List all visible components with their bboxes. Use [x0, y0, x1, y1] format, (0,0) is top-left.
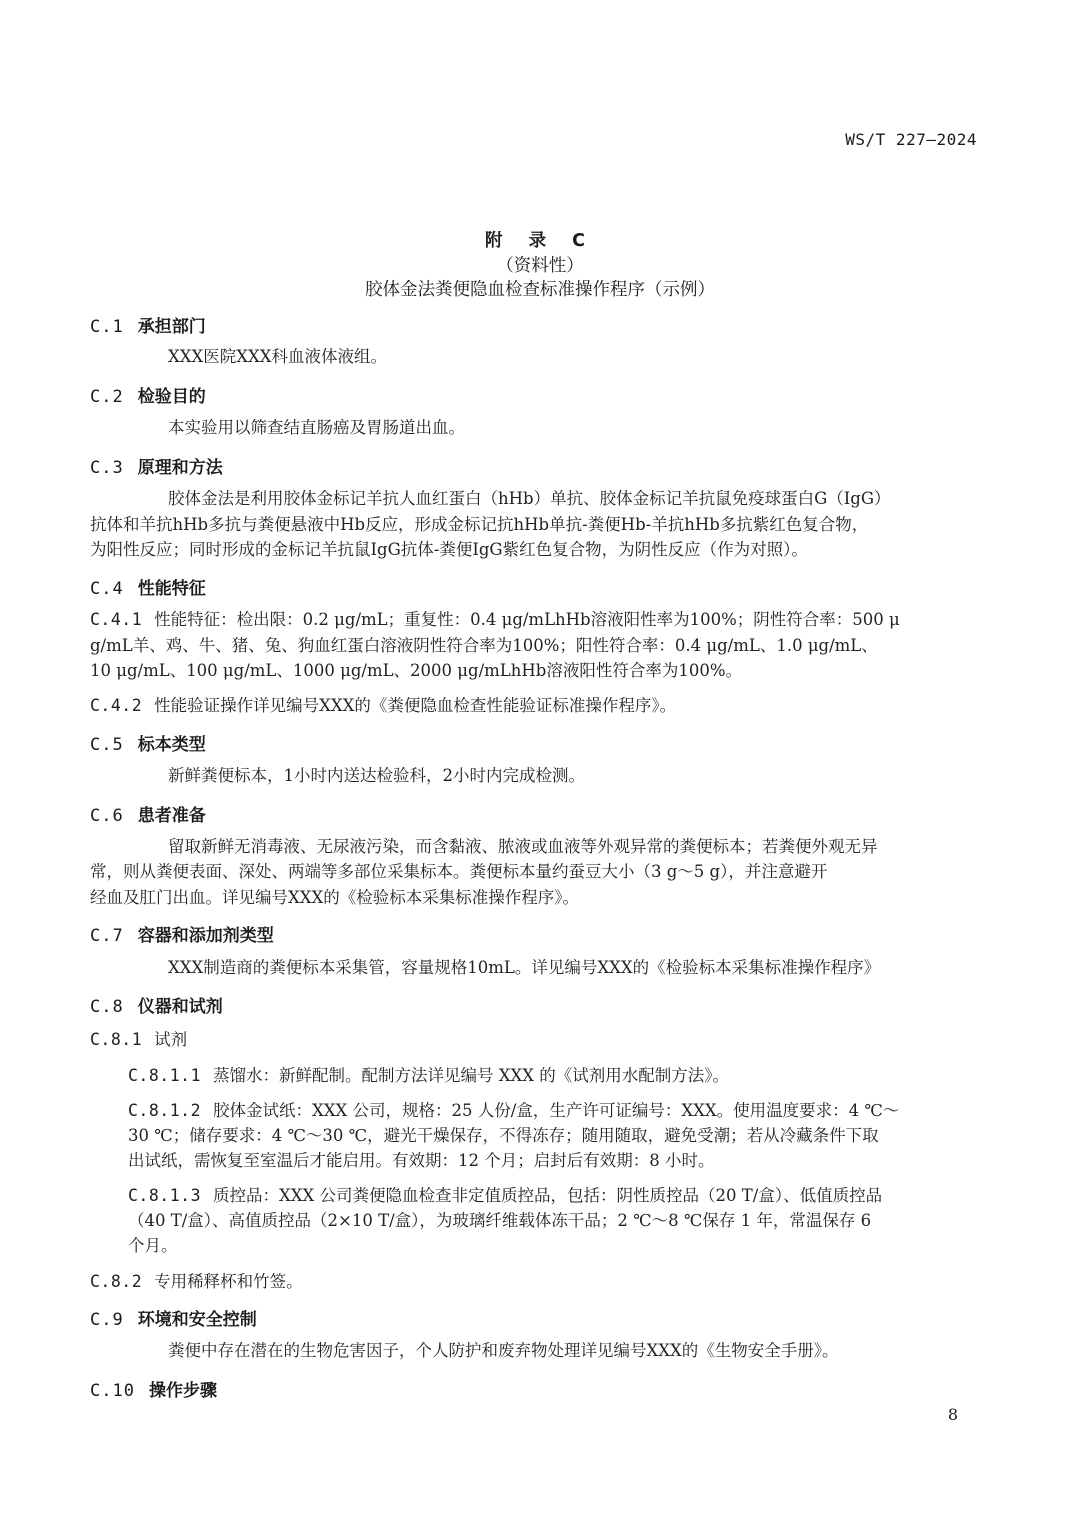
section-c2-text: 本实验用以筛查结直肠癌及胃肠道出血。 [168, 418, 465, 437]
section-title: 承担部门 [137, 317, 206, 337]
section-c81-heading [90, 1028, 187, 1052]
section-c6-line-1: 留取新鲜无消毒液、无尿液污染，而含黏液、脓液或血液等外观异常的粪便标本；若粪便外观无异 [168, 837, 878, 856]
section-c42 [90, 694, 676, 718]
section-c7-text: XXX制造商的粪便标本采集管，容量规格10mL。详见编号XXX的《检验标本采集标准操作程序》 [168, 958, 881, 977]
subsection-text: 质控品：XXX 公司粪便隐血检查非定值质控品，包括：阴性质控品（20 T/盒）、低值质控品 [213, 1186, 883, 1205]
appendix-informative: （资料性） [496, 256, 584, 276]
section-c5-heading [90, 730, 206, 755]
section-c3-line-3: 为阳性反应；同时形成的金标记羊抗鼠IgG抗体-粪便IgG紫红色复合物，为阴性反应（作为对照）。 [90, 540, 808, 559]
section-number: C.4 [90, 579, 124, 599]
section-title: 检验目的 [137, 387, 206, 407]
section-c6-line-2: 常，则从粪便表面、深处、两端等多部位采集标本。粪便标本量约蚕豆大小（3 g～5 g），并注意避开 [90, 862, 828, 881]
section-title: 仪器和试剂 [137, 997, 223, 1017]
section-number: C.8 [90, 997, 124, 1017]
subsection-text: 胶体金试纸：XXX 公司，规格：25 人份/盒，生产许可证编号：XXX。使用温度要求：4 ℃～ [213, 1101, 900, 1120]
subsection-number: C.8.1.2 [128, 1101, 202, 1120]
section-c813-line-1 [128, 1184, 882, 1208]
section-c3-line-1: 胶体金法是利用胶体金标记羊抗人血红蛋白（hHb）单抗、胶体金标记羊抗鼠免疫球蛋白G（IgG） [168, 489, 891, 508]
section-c41-line-1 [90, 608, 900, 632]
subsection-number: C.8.2 [90, 1272, 143, 1291]
subsection-number: C.8.1.3 [128, 1186, 202, 1205]
subsection-text: 性能验证操作详见编号XXX的《粪便隐血检查性能验证标准操作程序》。 [154, 696, 677, 715]
section-c6-heading [90, 801, 206, 826]
section-c813-line-3: 个月。 [128, 1236, 178, 1255]
section-c10-heading [90, 1376, 217, 1401]
section-number: C.3 [90, 458, 124, 478]
section-title: 操作步骤 [148, 1381, 217, 1401]
section-c2-heading [90, 382, 206, 407]
section-c3-heading [90, 453, 223, 478]
appendix-label: 附 录 C [484, 231, 596, 251]
section-number: C.2 [90, 387, 124, 407]
section-c812-line-2: 30 ℃；储存要求：4 ℃～30 ℃，避光干燥保存，不得冻存；随用随取，避免受潮；若从冷藏条件下取 [128, 1126, 879, 1145]
section-c41-line-2: g/mL羊、鸡、牛、猪、兔、狗血红蛋白溶液阴性符合率为100%；阳性符合率：0.4 μg/mL、1.0 μg/mL、 [90, 636, 878, 655]
section-c4-heading [90, 574, 206, 599]
subsection-title: 试剂 [154, 1030, 188, 1049]
section-c5-text: 新鲜粪便标本，1小时内送达检验科，2小时内完成检测。 [168, 766, 585, 785]
section-c9-heading [90, 1305, 257, 1330]
appendix-title: 胶体金法粪便隐血检查标准操作程序（示例） [365, 280, 715, 300]
section-number: C.7 [90, 926, 124, 946]
section-number: C.10 [90, 1381, 135, 1401]
section-c813-line-2: （40 T/盒）、高值质控品（2×10 T/盒），为玻璃纤维载体冻干品；2 ℃～8 ℃保存 1 年，常温保存 6 [128, 1211, 872, 1230]
section-c1-heading [90, 312, 206, 337]
section-number: C.1 [90, 317, 124, 337]
subsection-text: 专用稀释杯和竹签。 [154, 1272, 303, 1291]
section-number: C.9 [90, 1310, 124, 1330]
section-c7-heading [90, 921, 274, 946]
section-title: 容器和添加剂类型 [137, 926, 274, 946]
page-number: 8 [947, 1405, 958, 1424]
section-c812-line-1 [128, 1099, 899, 1123]
section-c812-line-3: 出试纸，需恢复至室温后才能启用。有效期：12 个月；启封后有效期：8 小时。 [128, 1151, 715, 1170]
section-title: 患者准备 [137, 806, 206, 826]
section-title: 环境和安全控制 [137, 1310, 257, 1330]
section-c8-heading [90, 992, 223, 1017]
section-c41-line-3: 10 μg/mL、100 μg/mL、1000 μg/mL、2000 μg/mLhHb溶液阳性符合率为100%。 [90, 661, 742, 680]
section-c82 [90, 1270, 303, 1294]
subsection-number: C.8.1.1 [128, 1066, 202, 1085]
subsection-text: 蒸馏水：新鲜配制。配制方法详见编号 XXX 的《试剂用水配制方法》。 [213, 1066, 730, 1085]
section-c3-line-2: 抗体和羊抗hHb多抗与粪便悬液中Hb反应，形成金标记抗hHb单抗-粪便Hb-羊抗hHb多抗紫红色复合物， [90, 515, 869, 534]
section-c1-text: XXX医院XXX科血液体液组。 [168, 347, 387, 366]
section-c6-line-3: 经血及肛门出血。详见编号XXX的《检验标本采集标准操作程序》。 [90, 888, 579, 907]
section-c9-text: 粪便中存在潜在的生物危害因子，个人防护和废弃物处理详见编号XXX的《生物安全手册》。 [168, 1341, 839, 1360]
subsection-text: 性能特征：检出限：0.2 μg/mL；重复性：0.4 μg/mLhHb溶液阳性率为100%；阴性符合率：500 μ [154, 610, 900, 629]
section-c811 [128, 1064, 729, 1088]
section-number: C.6 [90, 806, 124, 826]
section-title: 性能特征 [137, 579, 206, 599]
subsection-number: C.4.1 [90, 610, 143, 629]
section-number: C.5 [90, 735, 124, 755]
section-title: 标本类型 [137, 735, 206, 755]
standard-code: WS/T 227—2024 [845, 130, 977, 149]
subsection-number: C.8.1 [90, 1030, 143, 1049]
subsection-number: C.4.2 [90, 696, 143, 715]
section-title: 原理和方法 [137, 458, 223, 478]
